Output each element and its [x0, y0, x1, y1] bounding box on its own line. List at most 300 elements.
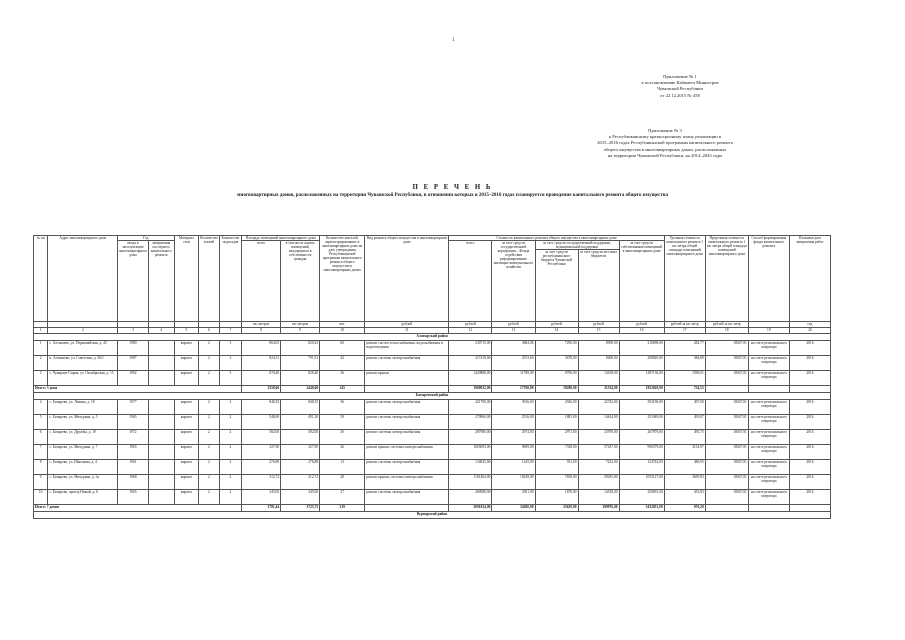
- cell-address: с. Батырево, ул. Мичурина, д. 7: [48, 445, 118, 460]
- cell-local: 14518,00: [578, 490, 619, 505]
- cell-res: 60: [320, 341, 365, 356]
- table-row: [34, 341, 831, 356]
- cell-n: 4: [34, 400, 48, 415]
- cell-work: ремонт системы электроснабжения: [365, 460, 449, 475]
- cell-res: 30: [320, 430, 365, 445]
- cell-area: 312,72: [242, 475, 281, 490]
- cell-owners: 251949,00: [619, 415, 664, 430]
- units-cell: рублей за кв. метр: [664, 322, 705, 328]
- header-cost-local: за счет средств местных бюджетов: [578, 250, 619, 322]
- header-unit-cost: Удельная стоимость капитального ремонта 1 кв. метра общей площади помещений многоквартирного дома: [664, 236, 705, 322]
- cell-year: 1987: [118, 356, 149, 371]
- total-empty: [365, 386, 449, 393]
- cell-area: 870,40: [242, 371, 281, 386]
- cell-fund: 10238,00: [492, 475, 535, 490]
- total-cost: 3691634,00: [449, 505, 492, 512]
- cell-address: с. Батырево, ул. Ленина, д. 18: [48, 400, 118, 415]
- district-header-row: [34, 393, 831, 400]
- cell-fund: 2501,00: [492, 490, 535, 505]
- header-area-owned: в том числе жилых помещений, находящихся в собственности граждан: [281, 241, 320, 322]
- cell-work: ремонт системы электроснабжения: [365, 430, 449, 445]
- column-number-cell: 14: [535, 328, 578, 334]
- cell-entr: 3: [219, 356, 242, 371]
- header-entrances: Количество подъездов: [219, 236, 242, 322]
- cell-unit: 486,95: [664, 460, 705, 475]
- total-label: Итого: 3 дома: [34, 386, 242, 393]
- cell-rep: 1881,00: [535, 415, 578, 430]
- cell-entr: 2: [219, 475, 242, 490]
- cell-entr: 2: [219, 460, 242, 475]
- total-owned: 2440,66: [281, 386, 320, 393]
- cell-address: с. Батырево, ул. Мичурина, д. 3а: [48, 475, 118, 490]
- column-number-cell: 8: [242, 328, 281, 334]
- cell-local: 8408,00: [578, 356, 619, 371]
- cell-year: 1961: [118, 460, 149, 475]
- total-empty: [705, 505, 748, 512]
- cell-total: 269580,00: [449, 490, 492, 505]
- cell-owned: 327,90: [281, 445, 320, 460]
- cell-entr: 2: [219, 490, 242, 505]
- total-label: Итого: 7 домов: [34, 505, 242, 512]
- cell-address: с. Батырево, ул. Дружбы, д. 19: [48, 430, 118, 445]
- column-number-cell: 1: [34, 328, 48, 334]
- table-row: [34, 475, 831, 490]
- cell-year: 1982: [118, 371, 149, 386]
- cell-year: 1968: [118, 475, 149, 490]
- cell-work: ремонт системы электроснабжения: [365, 415, 449, 430]
- cell-wall: кирпич: [174, 475, 199, 490]
- cell-owners: 990379,00: [619, 445, 664, 460]
- table-row: [34, 371, 831, 386]
- header-wall: Материал стен: [174, 236, 199, 322]
- units-cell: рублей за кв. метр: [705, 322, 748, 328]
- table-row: [34, 445, 831, 460]
- total-empty: [789, 386, 830, 393]
- cell-year: 1972: [118, 430, 149, 445]
- total-empty: [748, 505, 789, 512]
- cell-fund: 11788,00: [492, 371, 535, 386]
- cell-total: 421780,00: [449, 400, 492, 415]
- cell-n: 6: [34, 430, 48, 445]
- cell-work: ремонт системы электроснабжения: [365, 356, 449, 371]
- cell-wall: кирпич: [174, 460, 199, 475]
- total-empty: [789, 505, 830, 512]
- cell-owners: 210698,00: [619, 341, 664, 356]
- appendix-3-line: 2015–2016 годах Республиканской программы капитального ремонта: [597, 140, 733, 146]
- table-row: [34, 490, 831, 505]
- cell-floors: 2: [199, 430, 220, 445]
- cell-rep: 7338,00: [535, 445, 578, 460]
- cell-wall: кирпич: [174, 445, 199, 460]
- cell-date: 2016: [789, 460, 830, 475]
- table-row: [34, 400, 831, 415]
- total-cost: 1969032,00: [449, 386, 492, 393]
- units-cell: рублей: [365, 322, 449, 328]
- cell-wall: кирпич: [174, 356, 199, 371]
- cell-rep: 2971,00: [535, 430, 578, 445]
- appendix-1-line: к постановлению Кабинета Министров: [641, 80, 719, 86]
- cell-floors: 2: [199, 490, 220, 505]
- cell-floors: 2: [199, 341, 220, 356]
- cell-owned: 276,88: [281, 460, 320, 475]
- column-number-cell: 17: [664, 328, 705, 334]
- cell-max: 18047,81: [705, 356, 748, 371]
- column-number-cell: 3: [118, 328, 149, 334]
- cell-res: 13: [320, 460, 365, 475]
- cell-total: 134825,00: [449, 460, 492, 475]
- cell-floors: 2: [199, 415, 220, 430]
- cell-owned: 491,30: [281, 415, 320, 430]
- cell-unit: 433,83: [664, 490, 705, 505]
- units-cell: год: [789, 322, 830, 328]
- header-work-type: Вид ремонта общего имущества в многоквартирном доме: [365, 236, 449, 322]
- cell-total: 230715,00: [449, 341, 492, 356]
- column-number-cell: 20: [789, 328, 830, 334]
- cell-wall: кирпич: [174, 341, 199, 356]
- cell-floors: 2: [199, 445, 220, 460]
- header-cost-fund: за счет средств государственной корпорации – Фонда содействия реформированию жилищно-коммунального хозяйства: [492, 241, 535, 322]
- cell-n: 8: [34, 460, 48, 475]
- cell-overhaul: [148, 445, 174, 460]
- cell-res: 26: [320, 445, 365, 460]
- cell-floors: 2: [199, 371, 220, 386]
- cell-method: на счете регионального оператора: [748, 430, 789, 445]
- column-number-cell: 19: [748, 328, 789, 334]
- cell-total: 317419,00: [449, 356, 492, 371]
- units-cell: рублей: [449, 322, 492, 328]
- cell-owners: 298820,00: [619, 356, 664, 371]
- cell-unit: 384,89: [664, 356, 705, 371]
- cell-area: 276,88: [242, 460, 281, 475]
- cell-local: 14168,00: [578, 371, 619, 386]
- column-number-cell: 13: [492, 328, 535, 334]
- cell-owned: 820,25: [281, 341, 320, 356]
- cell-total: 270960,00: [449, 415, 492, 430]
- cell-entr: 3: [219, 341, 242, 356]
- cell-fund: 3684,06: [492, 341, 535, 356]
- cell-overhaul: [148, 356, 174, 371]
- column-number-cell: 7: [219, 328, 242, 334]
- cell-overhaul: [148, 430, 174, 445]
- cell-local: 14614,00: [578, 415, 619, 430]
- district-header-row: [34, 512, 831, 519]
- total-owners: 1822020,00: [619, 386, 664, 393]
- cell-overhaul: [148, 460, 174, 475]
- column-number-cell: 5: [174, 328, 199, 334]
- total-local: 31534,00: [578, 386, 619, 393]
- cell-area: 345,00: [242, 490, 281, 505]
- cell-rep: 3678,00: [535, 356, 578, 371]
- cell-year: 1977: [118, 400, 149, 415]
- column-number-cell: 10: [320, 328, 365, 334]
- cell-entr: 3: [219, 371, 242, 386]
- header-year-overhaul: завершения последнего капитального ремонта: [148, 241, 174, 322]
- cell-total: 1420888,00: [449, 371, 492, 386]
- cell-owners: 1387136,00: [619, 371, 664, 386]
- header-area-group: Площадь помещений многоквартирного дома: [242, 236, 320, 241]
- appendix-3-block: [560, 128, 770, 159]
- cell-unit: 493,87: [664, 415, 705, 430]
- total-local: 199976,00: [578, 505, 619, 512]
- cell-total: 287980,00: [449, 430, 492, 445]
- total-empty: [365, 505, 449, 512]
- cell-work: ремонт системы электроснабжения: [365, 400, 449, 415]
- appendix-1-block: [600, 74, 760, 99]
- header-year-commission: ввода в эксплуатацию многоквартирного дома: [118, 241, 149, 322]
- cell-date: 2016: [789, 400, 830, 415]
- cell-address: с. Батырево, проезд Новый, д. 6: [48, 490, 118, 505]
- appendix-3-line: на территории Чувашской Республики, на 2014–2043 годы: [607, 152, 723, 158]
- cell-date: 2016: [789, 356, 830, 371]
- total-area: 2558,66: [242, 386, 281, 393]
- cell-method: на счете регионального оператора: [748, 400, 789, 415]
- cell-max: 18047,81: [705, 400, 748, 415]
- cell-max: 18047,81: [705, 460, 748, 475]
- header-cost-total: всего: [449, 241, 492, 322]
- cell-fund: 2974,00: [492, 430, 535, 445]
- cell-n: 5: [34, 415, 48, 430]
- cell-overhaul: [148, 415, 174, 430]
- houses-table: [33, 235, 831, 519]
- cell-method: на счете регионального оператора: [748, 460, 789, 475]
- header-residents: Количество жителей, зарегистрированных в многоквартирном доме на дату утверждения Республиканской программы капитального ремонта общего имущества в многоквартирных домах: [320, 236, 365, 322]
- cell-max: 18047,81: [705, 415, 748, 430]
- cell-method: на счете регионального оператора: [748, 490, 789, 505]
- cell-owners: 1055127,00: [619, 475, 664, 490]
- cell-address: с. Батырево, ул. Мичурина, д. 5: [48, 415, 118, 430]
- cell-fund: 1245,00: [492, 460, 535, 475]
- cell-floors: 2: [199, 475, 220, 490]
- cell-fund: 3916,00: [492, 400, 535, 415]
- cell-area: 824,31: [242, 356, 281, 371]
- cell-local: 22742,00: [578, 400, 619, 415]
- cell-entr: 2: [219, 445, 242, 460]
- cell-unit: 497,00: [664, 400, 705, 415]
- cell-floors: 2: [199, 400, 220, 415]
- header-n: № пп: [34, 236, 48, 322]
- column-number-cell: 2: [48, 328, 118, 334]
- cell-method: на счете регионального оператора: [748, 356, 789, 371]
- cell-max: 18047,81: [705, 430, 748, 445]
- cell-method: на счете регионального оператора: [748, 371, 789, 386]
- header-method: Способ формирования фонда капитального ремонта: [748, 236, 789, 322]
- cell-owned: 312,72: [281, 475, 320, 490]
- cell-date: 2016: [789, 341, 830, 356]
- cell-year: 1980: [118, 341, 149, 356]
- units-cell: рублей: [535, 322, 578, 328]
- cell-n: 1: [34, 341, 48, 356]
- cell-max: 18047,81: [705, 445, 748, 460]
- cell-n: 10: [34, 490, 48, 505]
- header-cost-group: Стоимость капитального ремонта общего имущества в многоквартирном доме: [449, 236, 664, 241]
- cell-rep: 1870,00: [535, 490, 578, 505]
- cell-total: 1065093,00: [449, 445, 492, 460]
- cell-date: 2016: [789, 430, 830, 445]
- cell-year: 1965: [118, 415, 149, 430]
- column-number-cell: 15: [578, 328, 619, 334]
- cell-date: 2016: [789, 445, 830, 460]
- total-fund: 34280,00: [492, 505, 535, 512]
- column-number-cell: 9: [281, 328, 320, 334]
- cell-res: 42: [320, 356, 365, 371]
- cell-floors: 2: [199, 460, 220, 475]
- cell-total: 1161464,00: [449, 475, 492, 490]
- cell-unit: 1596,01: [664, 371, 705, 386]
- cell-entr: 2: [219, 430, 242, 445]
- cell-rep: 2926,00: [535, 400, 578, 415]
- table-row: [34, 356, 831, 371]
- units-cell: чел.: [320, 322, 365, 328]
- cell-overhaul: [148, 341, 174, 356]
- cell-work: ремонт крыши, системы электроснабжения: [365, 475, 449, 490]
- cell-work: ремонт крыши, системы электроснабжения: [365, 445, 449, 460]
- cell-unit: 495,75: [664, 430, 705, 445]
- cell-owners: 250691,00: [619, 490, 664, 505]
- cell-local: 23978,00: [578, 430, 619, 445]
- cell-unit: 3659,83: [664, 475, 705, 490]
- cell-area: 548,69: [242, 415, 281, 430]
- page-number: 1: [452, 38, 455, 43]
- cell-fund: 2516,00: [492, 415, 535, 430]
- cell-address: с. Чуварлеи-Сирма, ул. Октябрьская, д. 15: [48, 371, 118, 386]
- total-empty: [748, 386, 789, 393]
- column-number-cell: 6: [199, 328, 220, 334]
- units-cell: рублей: [492, 322, 535, 328]
- appendix-1-line: Приложение № 1: [663, 74, 697, 79]
- cell-work: ремонт системы электроснабжения: [365, 490, 449, 505]
- total-owned: 3725,75: [281, 505, 320, 512]
- units-cell: кв. метров: [281, 322, 320, 328]
- header-address: Адрес многоквартирного дома: [48, 236, 118, 322]
- district-name: Алатырский район: [34, 334, 831, 341]
- cell-max: 18047,81: [705, 490, 748, 505]
- cell-overhaul: [148, 490, 174, 505]
- cell-unit: 3154,97: [664, 445, 705, 460]
- cell-date: 2016: [789, 371, 830, 386]
- cell-wall: кирпич: [174, 490, 199, 505]
- header-year: Год: [118, 236, 174, 241]
- cell-address: с. Алтышево, ул. Первомайская, д. 45: [48, 341, 118, 356]
- cell-owned: 791,91: [281, 356, 320, 371]
- cell-method: на счете регионального оператора: [748, 475, 789, 490]
- total-unit: 976,20: [664, 505, 705, 512]
- cell-owned: 848,35: [281, 400, 320, 415]
- total-owners: 3432051,00: [619, 505, 664, 512]
- cell-owners: 124742,00: [619, 460, 664, 475]
- cell-method: на счете регионального оператора: [748, 415, 789, 430]
- cell-rep: 931,00: [535, 460, 578, 475]
- cell-local: 57437,00: [578, 445, 619, 460]
- district-name: Вурнарский район: [34, 512, 831, 519]
- cell-entr: 3: [219, 400, 242, 415]
- cell-work: ремонт систем теплоснабжения, водоснабжения и водоотведения: [365, 341, 449, 356]
- units-cell: рублей: [619, 322, 664, 328]
- total-rep: 25629,00: [535, 505, 578, 512]
- table-row: [34, 415, 831, 430]
- cell-owned: 582,00: [281, 430, 320, 445]
- cell-rep: 8796,00: [535, 371, 578, 386]
- cell-date: 2016: [789, 415, 830, 430]
- district-name: Батыревский район: [34, 393, 831, 400]
- header-max-cost: Предельная стоимость капитального ремонта 1 кв. метра общей площади помещений многоквартирного дома: [705, 236, 748, 322]
- cell-fund: 2913,60: [492, 356, 535, 371]
- cell-rep: 7296,00: [535, 341, 578, 356]
- cell-overhaul: [148, 475, 174, 490]
- cell-n: 2: [34, 356, 48, 371]
- header-floors: Количество этажей: [199, 236, 220, 322]
- units-cell: рублей: [578, 322, 619, 328]
- cell-area: 864,05: [242, 341, 281, 356]
- district-total-row: [34, 386, 831, 393]
- cell-res: 27: [320, 490, 365, 505]
- cell-rep: 7658,00: [535, 475, 578, 490]
- total-empty: [705, 386, 748, 393]
- total-residents: 219: [320, 505, 365, 512]
- header-cost-rep: за счет средств республиканского бюджета Чувашской Республики: [535, 250, 578, 322]
- cell-overhaul: [148, 371, 174, 386]
- total-area: 3781,44: [242, 505, 281, 512]
- cell-area: 848,35: [242, 400, 281, 415]
- table-row: [34, 460, 831, 475]
- cell-fund: 9699,00: [492, 445, 535, 460]
- cell-res: 36: [320, 400, 365, 415]
- cell-owned: 828,40: [281, 371, 320, 386]
- cell-entr: 2: [219, 415, 242, 430]
- cell-res: 28: [320, 475, 365, 490]
- header-cost-budget-group: за счет средств государственной поддержки, муниципальной поддержки: [535, 241, 619, 250]
- cell-area: 327,90: [242, 445, 281, 460]
- cell-owned: 345,00: [281, 490, 320, 505]
- cell-date: 2016: [789, 490, 830, 505]
- cell-floors: 2: [199, 356, 220, 371]
- cell-method: на счете регионального оператора: [748, 445, 789, 460]
- cell-wall: кирпич: [174, 415, 199, 430]
- column-number-cell: 18: [705, 328, 748, 334]
- cell-wall: кирпич: [174, 400, 199, 415]
- appendix-3-line: к Республиканскому краткосрочному плану реализации в: [608, 134, 722, 140]
- cell-wall: кирпич: [174, 430, 199, 445]
- document-title: П Е Р Е Ч Е Н Ь: [412, 184, 493, 191]
- cell-address: п. Алтышево, ул. Советская, д. 36/1: [48, 356, 118, 371]
- cell-work: ремонт крыши: [365, 371, 449, 386]
- column-number-cell: 16: [619, 328, 664, 334]
- total-residents: 145: [320, 386, 365, 393]
- cell-max: 18047,81: [705, 341, 748, 356]
- appendix-1-line: от 22.12.2015 № 458: [660, 92, 700, 98]
- cell-owners: 267879,00: [619, 430, 664, 445]
- cell-local: 7232,00: [578, 460, 619, 475]
- cell-method: на счете регионального оператора: [748, 341, 789, 356]
- column-number-cell: 11: [365, 328, 449, 334]
- cell-local: 8958,00: [578, 341, 619, 356]
- column-number-cell: 12: [449, 328, 492, 334]
- cell-max: 18047,81: [705, 475, 748, 490]
- table-row: [34, 430, 831, 445]
- district-header-row: [34, 334, 831, 341]
- units-cell: кв. метров: [242, 322, 281, 328]
- cell-year: 1965: [118, 445, 149, 460]
- total-rep: 18280,00: [535, 386, 578, 393]
- cell-area: 582,00: [242, 430, 281, 445]
- appendix-1-line: Чувашской Республики: [657, 86, 703, 92]
- total-unit: 734,55: [664, 386, 705, 393]
- cell-res: 36: [320, 371, 365, 386]
- header-planned-date: Плановая дата завершения работ: [789, 236, 830, 322]
- cell-n: 3: [34, 371, 48, 386]
- cell-date: 2016: [789, 475, 830, 490]
- cell-n: 7: [34, 445, 48, 460]
- cell-res: 39: [320, 415, 365, 430]
